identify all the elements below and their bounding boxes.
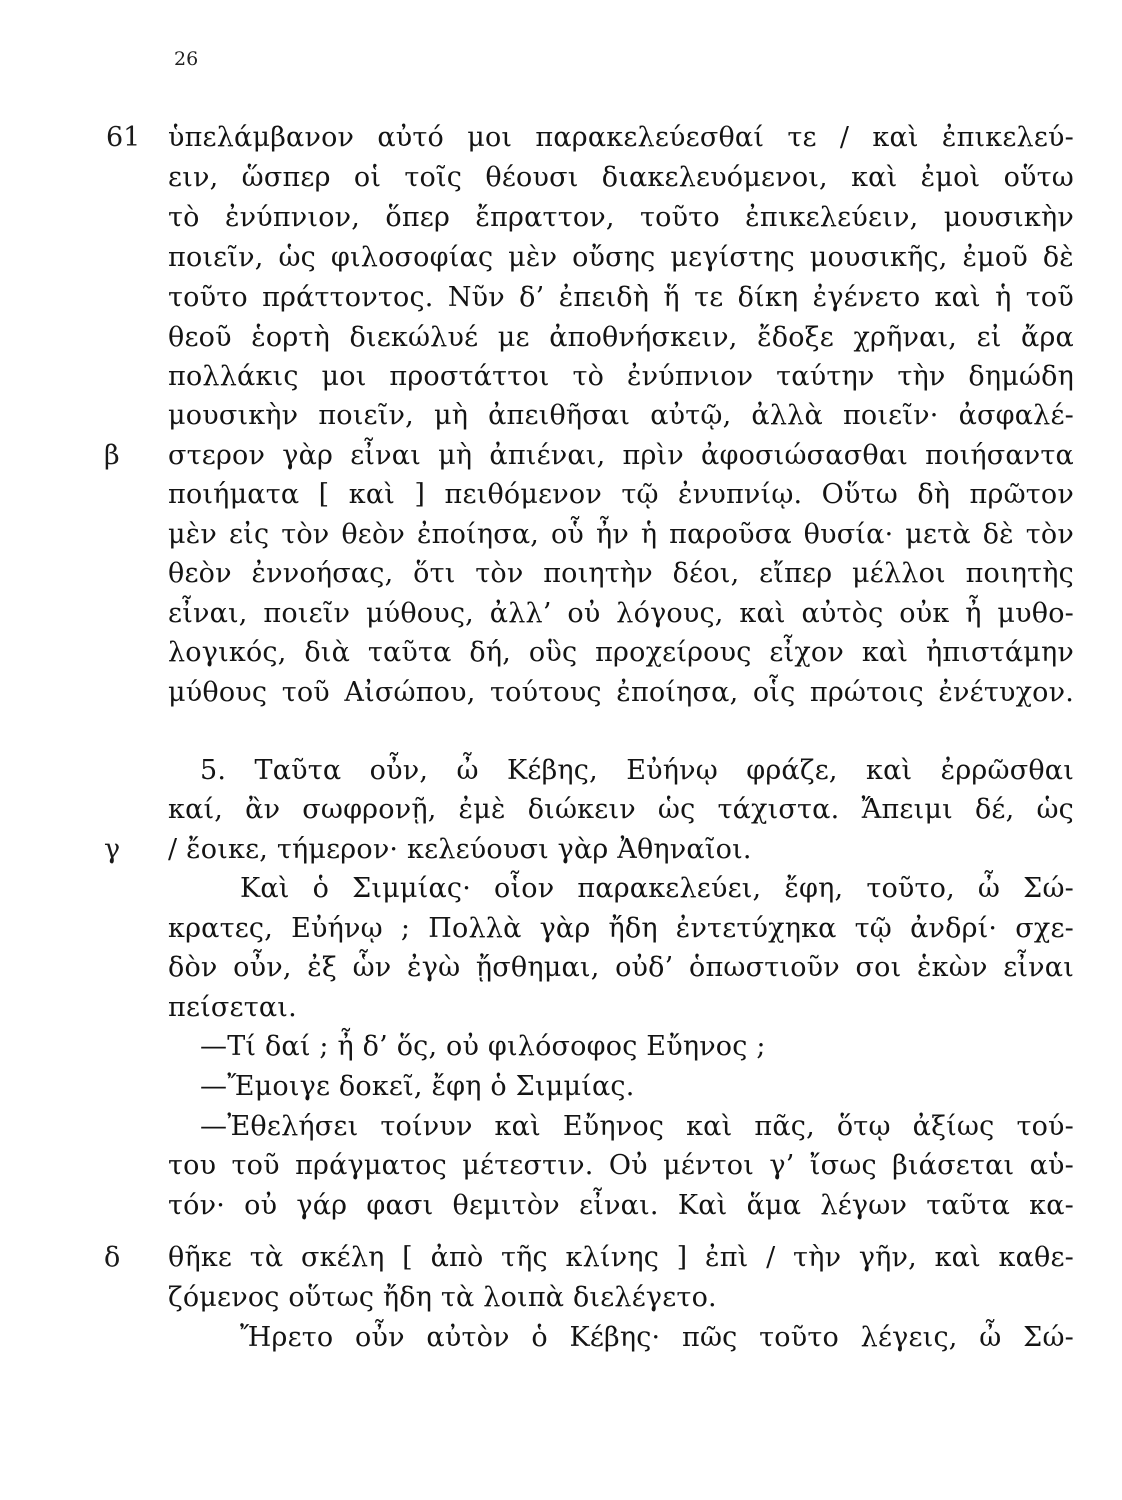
paragraph-opening-line: Ἤρετο οὖν αὐτὸν ὁ Κέβης· πῶς τοῦτο λέγεις, ὦ Σώ- bbox=[240, 1322, 1074, 1353]
text-line: τοῦτο πράττοντος. Νῦν δ’ ἐπειδὴ ἥ τε δίκη ἐγένετο καὶ ἡ τοῦ bbox=[168, 282, 1074, 313]
text-line: ποιεῖν, ὡς φιλοσοφίας μὲν οὔσης μεγίστης μουσικῆς, ἐμοῦ δὲ bbox=[168, 242, 1074, 273]
dialogue-line: —Τί δαί ; ἦ δ’ ὅς, οὐ φιλόσοφος Εὔηνος ; bbox=[200, 1031, 766, 1062]
text-line: μὲν εἰς τὸν θεὸν ἐποίησα, οὗ ἦν ἡ παροῦσα θυσία· μετὰ δὲ τὸν bbox=[168, 519, 1074, 550]
text-line: εἶναι, ποιεῖν μύθους, ἀλλ’ οὐ λόγους, καὶ αὐτὸς οὐκ ἦ μυθο- bbox=[168, 598, 1074, 629]
text-line: καί, ἂν σωφρονῇ, ἐμὲ διώκειν ὡς τάχιστα. Ἄπειμι δέ, ὡς bbox=[168, 794, 1074, 825]
text-line: στερον γὰρ εἶναι μὴ ἀπιέναι, πρὶν ἀφοσιώσασθαι ποιήσαντα bbox=[168, 440, 1074, 471]
text-line: κρατες, Εὐήνῳ ; Πολλὰ γὰρ ἤδη ἐντετύχηκα τῷ ἀνδρί· σχε- bbox=[168, 913, 1074, 944]
text-line: θεὸν ἐννοήσας, ὅτι τὸν ποιητὴν δέοι, εἴπερ μέλλοι ποιητὴς bbox=[168, 558, 1074, 589]
text-line: ζόμενος οὕτως ἤδη τὰ λοιπὰ διελέγετο. bbox=[168, 1282, 717, 1313]
margin-reference-61: 61 bbox=[106, 122, 141, 153]
text-line: τὸ ἐνύπνιον, ὅπερ ἔπραττον, τοῦτο ἐπικελεύειν, μουσικὴν bbox=[168, 202, 1074, 233]
margin-reference-gamma: γ bbox=[104, 834, 121, 865]
text-line: δὸν οὖν, ἐξ ὧν ἐγὼ ᾔσθημαι, οὐδ’ ὁπωστιοῦν σοι ἑκὼν εἶναι bbox=[168, 952, 1074, 983]
text-line: μουσικὴν ποιεῖν, μὴ ἀπειθῆσαι αὐτῷ, ἀλλὰ ποιεῖν· ἀσφαλέ- bbox=[168, 400, 1074, 431]
text-line: ὑπελάμβανον αὐτό μοι παρακελεύεσθαί τε / καὶ ἐπικελεύ- bbox=[168, 122, 1074, 153]
page-number: 26 bbox=[174, 48, 199, 70]
text-line: θεοῦ ἑορτὴ διεκώλυέ με ἀποθνήσκειν, ἔδοξε χρῆναι, εἰ ἄρα bbox=[168, 322, 1074, 353]
text-line: ειν, ὥσπερ οἱ τοῖς θέουσι διακελευόμενοι, καὶ ἐμοὶ οὕτω bbox=[168, 162, 1074, 193]
text-line: πείσεται. bbox=[168, 992, 297, 1023]
text-line: πολλάκις μοι προστάττοι τὸ ἐνύπνιον ταύτην τὴν δημώδη bbox=[168, 361, 1074, 392]
text-line: λογικός, διὰ ταῦτα δή, οὓς προχείρους εἶχον καὶ ἠπιστάμην bbox=[168, 637, 1074, 668]
dialogue-line: —Ἔμοιγε δοκεῖ, ἔφη ὁ Σιμμίας. bbox=[200, 1071, 635, 1102]
text-line: του τοῦ πράγματος μέτεστιν. Οὐ μέντοι γ’ ἴσως βιάσεται αὑ- bbox=[168, 1150, 1074, 1181]
text-line: / ἔοικε, τήμερον· κελεύουσι γὰρ Ἀθηναῖοι. bbox=[168, 834, 752, 865]
text-line: τόν· οὐ γάρ φασι θεμιτὸν εἶναι. Καὶ ἅμα λέγων ταῦτα κα- bbox=[168, 1190, 1074, 1221]
paragraph-opening-line: Καὶ ὁ Σιμμίας· οἷον παρακελεύει, ἔφη, τοῦτο, ὦ Σώ- bbox=[240, 873, 1074, 904]
margin-reference-delta: δ bbox=[104, 1242, 121, 1273]
section-5-opening-line: 5. Ταῦτα οὖν, ὦ Κέβης, Εὐήνῳ φράζε, καὶ ἐρρῶσθαι bbox=[200, 755, 1074, 786]
text-line: θῆκε τὰ σκέλη [ ἀπὸ τῆς κλίνης ] ἐπὶ / τὴν γῆν, καὶ καθε- bbox=[168, 1242, 1074, 1273]
margin-reference-beta: β bbox=[104, 440, 120, 471]
text-line: ποιήματα [ καὶ ] πειθόμενον τῷ ἐνυπνίῳ. Οὕτω δὴ πρῶτον bbox=[168, 479, 1074, 510]
dialogue-line: —Ἐθελήσει τοίνυν καὶ Εὔηνος καὶ πᾶς, ὅτῳ ἀξίως τού- bbox=[200, 1111, 1074, 1142]
text-line: μύθους τοῦ Αἰσώπου, τούτους ἐποίησα, οἷς πρώτοις ἐνέτυχον. bbox=[168, 677, 1074, 708]
